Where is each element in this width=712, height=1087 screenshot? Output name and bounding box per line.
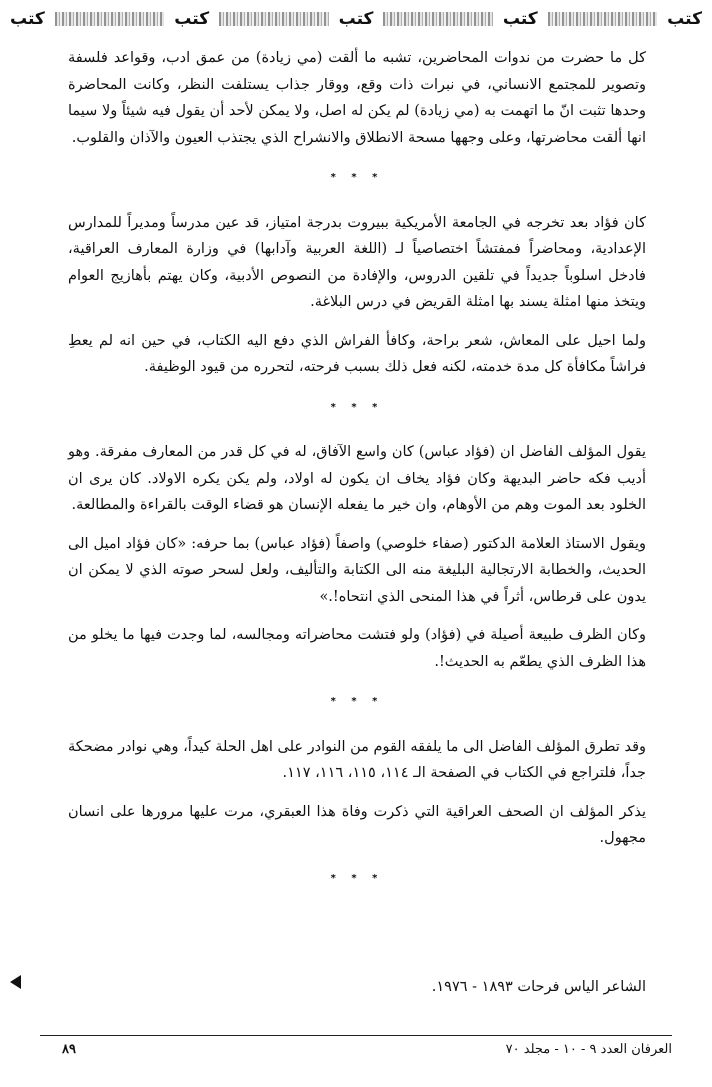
paragraph: كل ما حضرت من ندوات المحاضرين، تشبه ما ألقت (مي زيادة) من عمق ادب، وقواعد فلسفة وتصوير للمجتمع الانساني، في نبرات ذات وقع، ووقار جذاب يستلفت النظر، وكانت المحاضرة وحدها تثبت انّ ما اتهمت به (مي زيادة) لم يكن له اصل، ولا يمكن لأحد أن يقول فيه شيئاً ولا سيما انها ألقت محاضرتها، وعلى وجهها مسحة الانطلاق والانشراح الذي يجتذب العيون والآذان والقلوب.	[68, 50, 646, 146]
footer-divider	[40, 1035, 672, 1036]
paragraph: وكان الظرف طبيعة أصيلة في (فؤاد) ولو فتشت محاضراته ومجالسه، لما وجدت فيها ما يخلو من هذا الظرف الذي يطعّم به الحديث!.	[68, 627, 646, 670]
banner-word-2: كتب	[502, 9, 538, 29]
footnote-line: الشاعر الياس فرحات ١٨٩٣ - ١٩٧٦.	[431, 979, 646, 995]
banner-word-3: كتب	[338, 9, 374, 29]
triangle-left-icon	[10, 975, 21, 989]
section-separator: * * *	[330, 872, 384, 884]
banner-word-1: كتب	[667, 9, 702, 29]
banner-decoration	[219, 12, 328, 26]
article-body	[68, 45, 646, 910]
section-separator: * * *	[330, 401, 384, 413]
section-separator: * * *	[330, 696, 384, 707]
section-separator: * * *	[330, 172, 384, 183]
paragraph: يذكر المؤلف ان الصحف العراقية التي ذكرت وفاة هذا العبقري، مرت عليها مرورها على انسان مجهول.	[68, 803, 646, 846]
paragraph: وقد تطرق المؤلف الفاضل الى ما يلفقه القوم من النوادر على اهل الحلة كيداً، وهي نوادر مضحكة جداً، فلتراجع في الكتاب في الصفحة الـ ١١٤، ١١٥، ١١٦، ١١٧.	[68, 738, 646, 781]
journal-reference: العرفان العدد ٩ - ١٠ - مجلد ٧٠	[505, 1042, 672, 1057]
paragraph: يقول المؤلف الفاضل ان (فؤاد عباس) كان واسع الآفاق، له في كل قدر من المعارف مفرقة. وهو أديب فكه حاضر البديهة وكان فؤاد يخاف ان يكون له اولاد، ولم يكن يكره الاولاد. كان يرى ان الخلود بعد الموت وهم من الأوهام، وان خير ما يفعله الإنسان هو قضاء الوقت بالقراءة والمطالعة.	[68, 444, 646, 513]
banner-word-4: كتب	[174, 9, 210, 29]
page-number: ٨٩	[62, 1042, 76, 1057]
paragraph: كان فؤاد بعد تخرجه في الجامعة الأمريكية ببيروت بدرجة امتياز، قد عين مدرساً ومديراً للمدارس الإعدادية، ومحاضراً فمفتشاً اختصاصياً لـ (اللغة العربية وآدابها) في وزارة المعارف العراقية، فادخل اسلوباً جديداً في تلقين الدروس، والإفادة من النصوص الأدبية، وكان يهتم بأهازيج العوام ويتخذ منها امثلة يسند بها امثلة القريض في درس البلاغة.	[68, 214, 646, 310]
banner-decoration	[548, 12, 657, 26]
paragraph: ولما احيل على المعاش، شعر براحة، وكافأ الفراش الذي دفع اليه الكتاب، في حين انه لم يعطِ فراشاً مكافأة كل مدة خدمته، لكنه فعل ذلك بسبب فرحته، لتحرره من قيود الوظيفة.	[68, 332, 646, 375]
banner-decoration	[55, 12, 164, 26]
paragraph: ويقول الاستاذ العلامة الدكتور (صفاء خلوصي) واصفاً (فؤاد عباس) بما حرفه: «كان فؤاد اميل الى الحديث، والخطابة الارتجالية البليغة منه الى الكتابة والتأليف، ولعل لسحر صوته الذي لا يمكن ان يدون على قرطاس، أثراً في هذا المنحى الذي انتحاه!.»	[68, 535, 646, 605]
top-banner	[0, 0, 712, 38]
banner-decoration	[383, 12, 492, 26]
banner-word-5: كتب	[9, 9, 45, 29]
